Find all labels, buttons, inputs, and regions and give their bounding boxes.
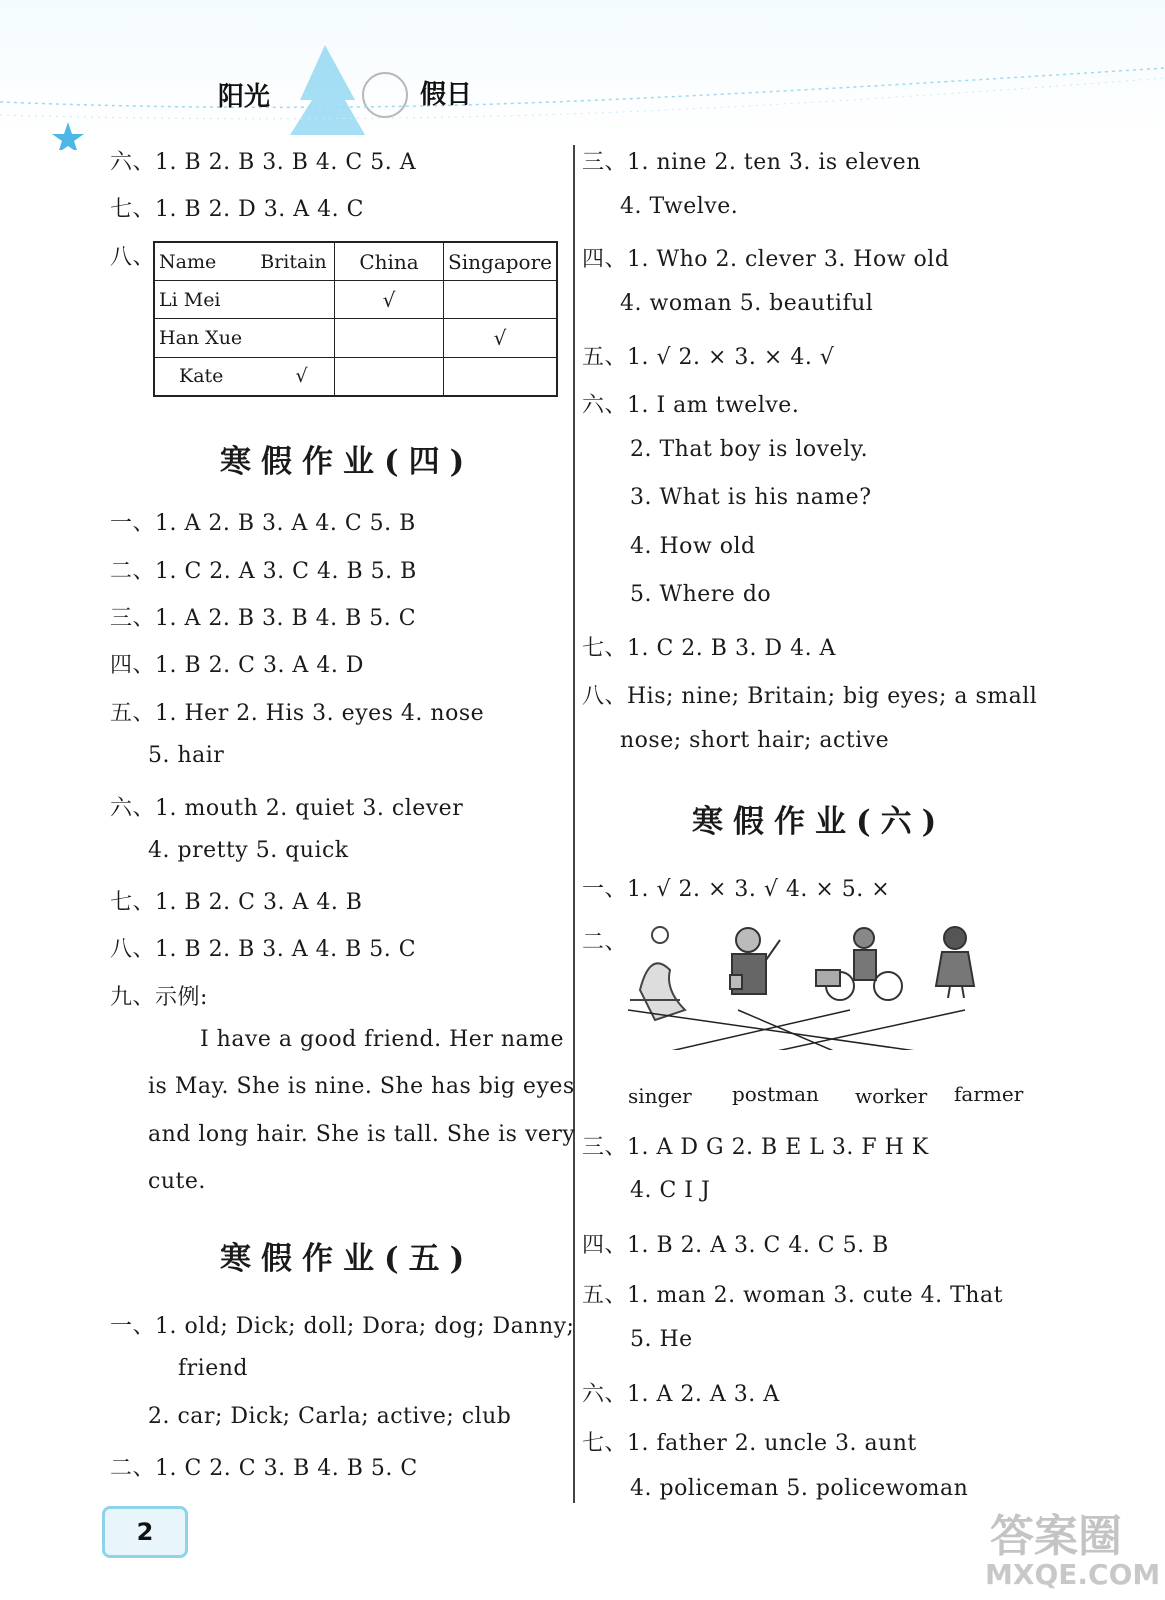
row-name: Han Xue — [159, 327, 243, 350]
answer-line: 六、1. I am twelve. — [582, 393, 800, 418]
answer-line: 七、1. B 2. C 3. A 4. B — [110, 890, 363, 915]
answer-line: 六、1. A 2. A 3. A — [582, 1382, 780, 1407]
answer-line: 九、示例: — [110, 985, 208, 1010]
country-table — [153, 241, 558, 397]
tick-singapore — [444, 281, 557, 319]
answer-line: 六、1. B 2. B 3. B 4. C 5. A — [110, 150, 417, 175]
table-cell-name — [154, 357, 335, 396]
answer-line: 五、1. Her 2. His 3. eyes 4. nose — [110, 701, 485, 726]
sun-icon — [363, 73, 407, 117]
section-title-6: 寒假作业(六) — [692, 804, 947, 840]
postman-figure-icon — [730, 928, 780, 994]
answer-line: 一、1. √ 2. × 3. √ 4. × 5. × — [582, 877, 891, 902]
essay-line: cute. — [148, 1169, 206, 1194]
star-icon — [52, 122, 84, 150]
answer-line: 4. pretty 5. quick — [148, 838, 349, 863]
table-header-cell — [154, 242, 335, 281]
header-name: Name — [159, 250, 217, 273]
table-row — [154, 319, 557, 357]
row-name: Kate — [179, 365, 224, 388]
answer-line: 二、1. C 2. A 3. C 4. B 5. B — [110, 559, 417, 584]
tick-britain: √ — [295, 365, 308, 388]
answer-line: 七、1. C 2. B 3. D 4. A — [582, 636, 836, 661]
farmer-figure-icon — [630, 927, 685, 1020]
tick-china: √ — [335, 281, 444, 319]
table-header-row — [154, 242, 557, 281]
answer-line: 4. C I J — [630, 1178, 711, 1203]
job-label-postman: postman — [732, 1082, 819, 1106]
answer-line: 一、1. old; Dick; doll; Dora; dog; Danny; — [110, 1314, 575, 1339]
table-row — [154, 357, 557, 396]
watermark-url: MXQE.COM — [985, 1558, 1161, 1591]
job-label-singer: singer — [628, 1084, 692, 1108]
header-britain: Britain — [260, 250, 327, 273]
brand-right: 假日 — [420, 80, 473, 110]
table-label: 八、 — [110, 245, 156, 270]
answer-line: 2. That boy is lovely. — [630, 437, 869, 462]
answer-line: 2. car; Dick; Carla; active; club — [148, 1404, 512, 1429]
answer-line: 八、1. B 2. B 3. A 4. B 5. C — [110, 937, 417, 962]
answer-line: 4. woman 5. beautiful — [620, 291, 874, 316]
answer-line: 5. He — [630, 1327, 693, 1352]
section-title-5: 寒假作业(五) — [220, 1241, 475, 1277]
answer-line: 4. How old — [630, 534, 756, 559]
answer-line: 七、1. B 2. D 3. A 4. C — [110, 197, 364, 222]
answer-line: 四、1. B 2. C 3. A 4. D — [110, 653, 364, 678]
answer-line: 八、His; nine; Britain; big eyes; a small — [582, 684, 1038, 709]
singer-figure-icon — [936, 927, 974, 998]
answer-line: 三、1. A D G 2. B E L 3. F H K — [582, 1135, 929, 1160]
header-china: China — [335, 242, 444, 281]
tick-singapore — [444, 357, 557, 396]
answer-line: 三、1. A 2. B 3. B 4. B 5. C — [110, 606, 417, 631]
answer-line: 四、1. Who 2. clever 3. How old — [582, 247, 950, 272]
page-number: 2 — [102, 1506, 188, 1558]
answer-line: 4. policeman 5. policewoman — [630, 1476, 969, 1501]
table-cell-name — [154, 281, 335, 319]
answer-line: 四、1. B 2. A 3. C 4. C 5. B — [582, 1233, 889, 1258]
answer-line: nose; short hair; active — [620, 728, 890, 753]
job-label-farmer: farmer — [954, 1082, 1024, 1106]
table-cell-name — [154, 319, 335, 357]
tree-icon — [290, 45, 365, 135]
worker-figure-icon — [816, 928, 902, 1000]
header-singapore: Singapore — [444, 242, 557, 281]
answer-line: 5. hair — [148, 743, 225, 768]
watermark-logo: 答案圈 — [990, 1511, 1122, 1562]
matching-lines — [628, 1010, 965, 1050]
answer-line: 六、1. mouth 2. quiet 3. clever — [110, 796, 464, 821]
matching-illustration — [620, 920, 1020, 1050]
answer-line: 二、1. C 2. C 3. B 4. B 5. C — [110, 1456, 418, 1481]
answer-line: 二、 — [582, 930, 628, 955]
answer-line: 五、1. √ 2. × 3. × 4. √ — [582, 345, 835, 370]
answer-line: 五、1. man 2. woman 3. cute 4. That — [582, 1283, 1003, 1308]
column-divider — [573, 145, 575, 1503]
tick-china — [335, 357, 444, 396]
row-name: Li Mei — [159, 288, 221, 311]
essay-line: is May. She is nine. She has big eyes — [148, 1074, 575, 1099]
answer-line: 七、1. father 2. uncle 3. aunt — [582, 1431, 917, 1456]
tick-china — [335, 319, 444, 357]
header-decoration — [0, 40, 1165, 150]
tick-singapore: √ — [444, 319, 557, 357]
answer-line: friend — [178, 1356, 248, 1381]
essay-line: I have a good friend. Her name — [200, 1027, 565, 1052]
job-label-worker: worker — [855, 1084, 928, 1108]
section-title-4: 寒假作业(四) — [220, 444, 475, 480]
answer-line: 一、1. A 2. B 3. A 4. C 5. B — [110, 511, 416, 536]
answer-line: 5. Where do — [630, 582, 772, 607]
brand-left: 阳光 — [218, 82, 271, 112]
answer-line: 3. What is his name? — [630, 485, 872, 510]
table-row — [154, 281, 557, 319]
answer-line: 三、1. nine 2. ten 3. is eleven — [582, 150, 921, 175]
essay-line: and long hair. She is tall. She is very — [148, 1122, 576, 1147]
answer-line: 4. Twelve. — [620, 194, 739, 219]
